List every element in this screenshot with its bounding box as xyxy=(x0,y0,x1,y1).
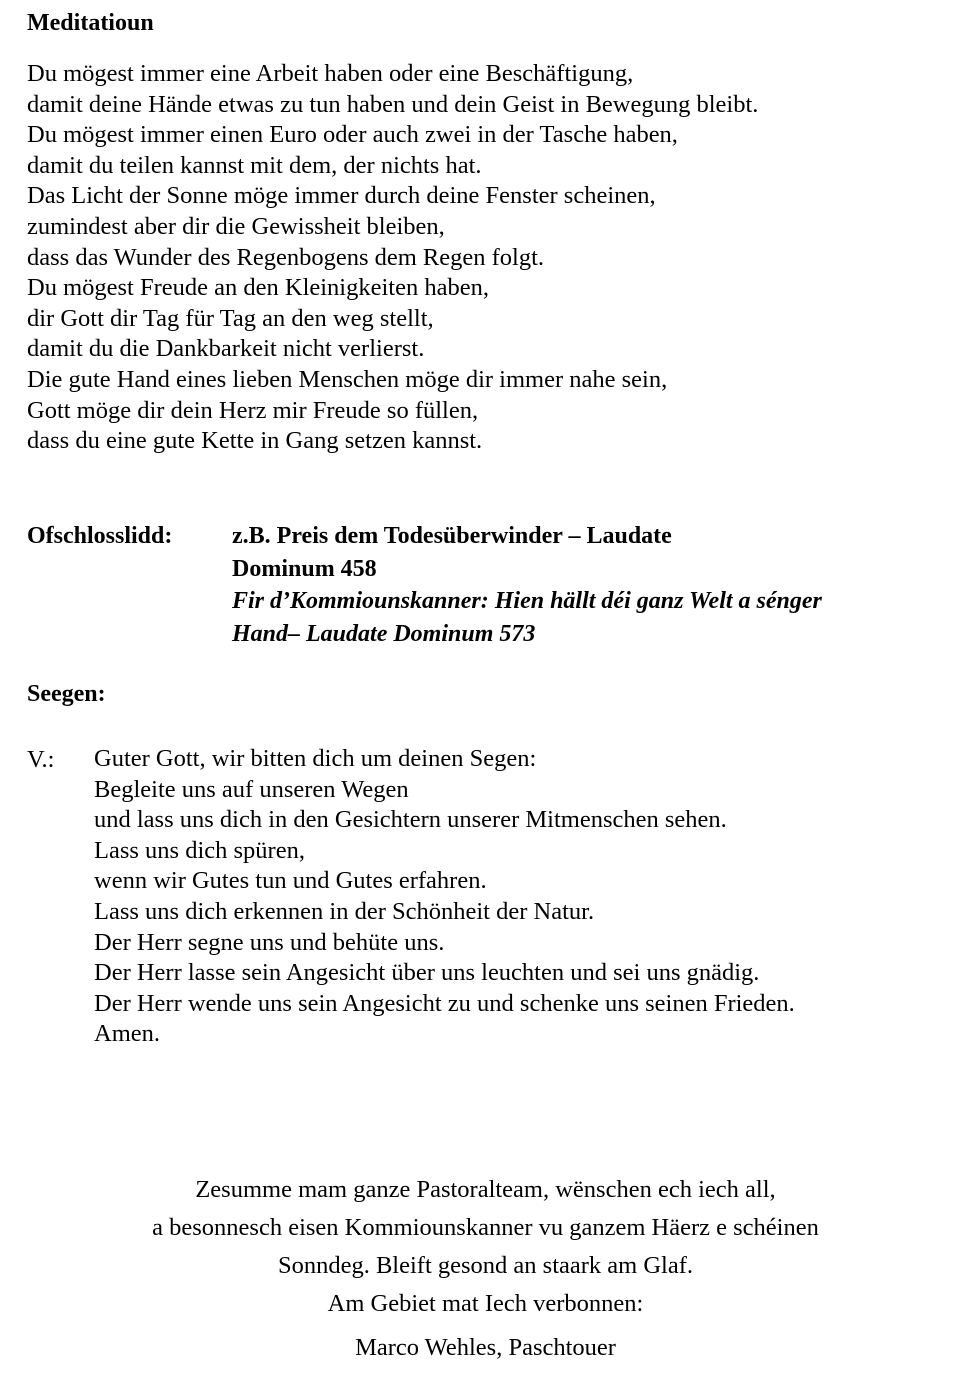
closing-message-line: a besonnesch eisen Kommiounskanner vu ganzem Häerz e schéinen xyxy=(152,1214,819,1241)
closing-hymn-line: z.B. Preis dem Todesüberwinder – Laudate xyxy=(232,523,672,549)
closing-hymn-values xyxy=(232,520,957,650)
blessing-line: Lass uns dich spüren, xyxy=(94,836,305,864)
meditation-body xyxy=(27,59,758,457)
meditation-line: damit du teilen kannst mit dem, der nichts hat. xyxy=(27,151,482,179)
blessing-line: Guter Gott, wir bitten dich um deinen Segen: xyxy=(94,745,537,772)
closing-message-line: Sonndeg. Bleift gesond an staark am Glaf. xyxy=(277,1252,694,1279)
meditation-line: Du mögest Freude an den Kleinigkeiten haben, xyxy=(27,274,489,302)
blessing-line: Lass uns dich erkennen in der Schönheit der Natur. xyxy=(94,897,595,925)
closing-message xyxy=(0,1171,971,1323)
closing-message-line: Am Gebiet mat Iech verbonnen: xyxy=(327,1290,644,1317)
blessing-line: Der Herr wende uns sein Angesicht zu und schenke uns seinen Frieden. xyxy=(94,989,795,1017)
signature xyxy=(0,1332,971,1364)
meditation-line: Du mögest immer eine Arbeit haben oder eine Beschäftigung, xyxy=(27,60,634,87)
meditation-line: damit du die Dankbarkeit nicht verlierst. xyxy=(27,335,425,363)
blessing-row xyxy=(27,744,957,1050)
closing-hymn-line: Fir d’Kommiounskanner: Hien hällt déi ganz Welt a sénger xyxy=(232,588,822,614)
blessing-line: wenn wir Gutes tun und Gutes erfahren. xyxy=(94,867,487,895)
blessing-line: und lass uns dich in den Gesichtern unserer Mitmenschen sehen. xyxy=(94,806,727,834)
blessing-speaker-marker: V.: xyxy=(27,746,55,773)
blessing-line: Der Herr lasse sein Angesicht über uns leuchten und sei uns gnädig. xyxy=(94,959,760,987)
blessing-lines xyxy=(94,744,957,1050)
meditation-line: dass das Wunder des Regenbogens dem Regen folgt. xyxy=(27,243,545,271)
meditation-line: Du mögest immer einen Euro oder auch zwei in der Tasche haben, xyxy=(27,121,678,149)
blessing-section-title xyxy=(27,679,106,709)
meditation-line: Das Licht der Sonne möge immer durch deine Fenster scheinen, xyxy=(27,182,656,210)
meditation-section-title xyxy=(27,8,154,38)
blessing-line: Der Herr segne uns und behüte uns. xyxy=(94,928,445,956)
blessing-body xyxy=(27,744,957,1050)
closing-message-line: Zesumme mam ganze Pastoralteam, wënschen ech iech all, xyxy=(195,1176,776,1203)
closing-hymn-row xyxy=(27,520,957,650)
meditation-line: damit deine Hände etwas zu tun haben und dein Geist in Bewegung bleibt. xyxy=(27,90,759,118)
closing-hymn-section xyxy=(27,520,957,650)
meditation-line: Die gute Hand eines lieben Menschen möge dir immer nahe sein, xyxy=(27,365,668,393)
blessing-line: Amen. xyxy=(94,1020,160,1048)
closing-hymn-line: Dominum 458 xyxy=(232,555,377,582)
meditation-line: dass du eine gute Kette in Gang setzen kannst. xyxy=(27,427,483,455)
meditation-line: zumindest aber dir die Gewissheit bleiben, xyxy=(27,212,445,240)
meditation-line: dir Gott dir Tag für Tag an den weg stellt, xyxy=(27,304,434,332)
blessing-line: Begleite uns auf unseren Wegen xyxy=(94,775,409,803)
meditation-line: Gott möge dir dein Herz mir Freude so füllen, xyxy=(27,396,479,424)
signature-name: Marco Wehles, Paschtouer xyxy=(355,1334,616,1361)
closing-hymn-line: Hand– Laudate Dominum 573 xyxy=(232,620,536,647)
closing-hymn-label: Ofschlosslidd: xyxy=(27,523,173,549)
meditation-title-text: Meditatioun xyxy=(27,10,154,36)
blessing-title-text: Seegen: xyxy=(27,681,106,707)
